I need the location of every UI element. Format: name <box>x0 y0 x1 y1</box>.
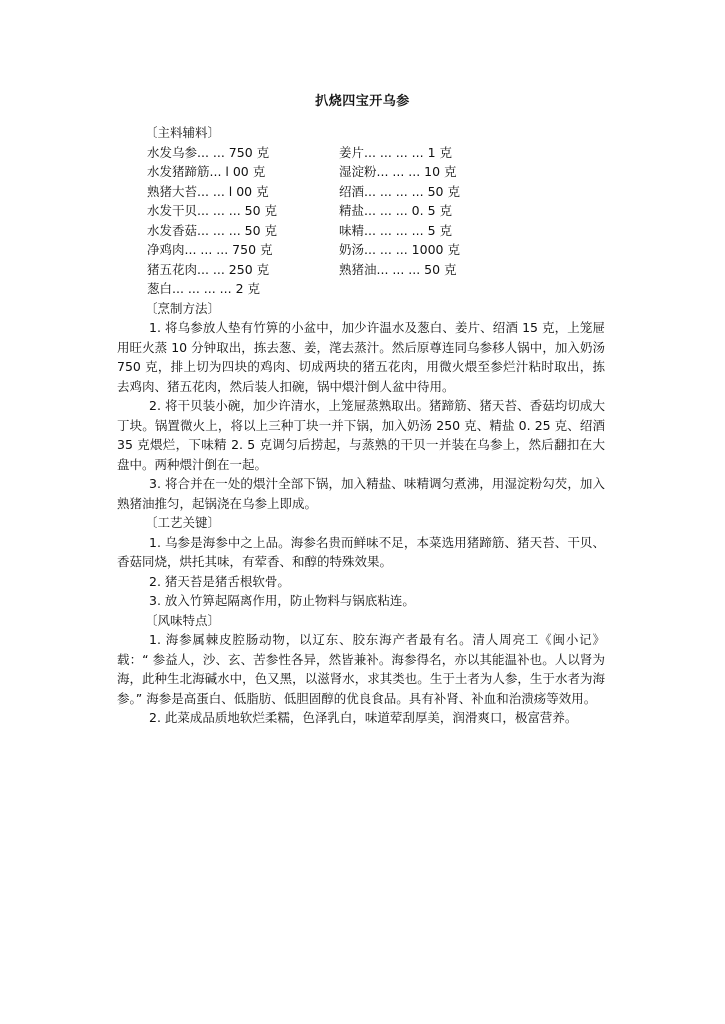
ingredient-item: 熟猪大苔... ... l 00 克 <box>147 183 269 199</box>
ingredient-item: 熟猪油... ... ... 50 克 <box>339 261 457 277</box>
ingredient-item: 水发乌参... ... 750 克 <box>147 144 270 160</box>
method-paragraph: 2. 将干贝装小碗，加少许清水，上笼屉蒸熟取出。猪蹄筋、猪天苔、香菇均切成大丁块。锅置微火上，将以上三种丁块一并下锅，加入奶汤 250 克、精盐 0. 25 克、绍酒 35 克煨烂，下味精 2. 5 克调匀后捞起，与蒸熟的干贝一并装在乌参上，然后翻扣在大盘中。两种煨汁倒在一起。 <box>117 398 605 472</box>
keys-paragraph: 1. 乌参是海参中之上品。海参名贵而鲜味不足，本菜选用猪蹄筋、猪天苔、干贝、香菇同烧，烘托其味，有荤香、和醇的特殊效果。 <box>117 534 605 569</box>
ingredient-item: 净鸡肉... ... ... 750 克 <box>147 242 273 257</box>
ingredient-item: 水发干贝... ... ... 50 克 <box>147 203 278 218</box>
ingredient-item: 水发香菇... ... ... 50 克 <box>147 222 278 238</box>
keys-paragraph: 2. 猪天苔是猪舌根软骨。 <box>149 573 290 589</box>
ingredient-item: 精盐... ... ... 0. 5 克 <box>339 203 453 218</box>
ingredient-item: 葱白... ... ... ... 2 克 <box>147 281 261 296</box>
section-ingredients-heading: 〔主料辅料〕 <box>145 125 221 140</box>
recipe-title: 扒烧四宝开乌参 <box>315 94 410 109</box>
ingredient-item: 姜片... ... ... ... 1 克 <box>339 144 453 160</box>
ingredient-item: 湿淀粉... ... ... 10 克 <box>339 164 457 179</box>
ingredient-item: 绍酒... ... ... ... 50 克 <box>339 183 460 199</box>
ingredient-item: 奶汤... ... ... 1000 克 <box>339 242 460 257</box>
ingredient-item: 猪五花肉... ... 250 克 <box>147 261 270 277</box>
flavor-paragraph: 2. 此菜成品质地软烂柔糯，色泽乳白，味道荤刮厚美，润滑爽口，极富营养。 <box>149 710 578 725</box>
method-paragraph: 3. 将合并在一处的煨汁全部下锅，加入精盐、味精调匀煮沸，用湿淀粉勾芡，加入熟猪油推匀，起锅浇在乌参上即成。 <box>117 476 605 511</box>
keys-paragraph: 3. 放入竹箅起隔离作用，防止物料与锅底粘连。 <box>149 593 415 608</box>
recipe-body <box>117 123 605 728</box>
flavor-paragraph: 1. 海参属棘皮腔肠动物，以辽东、胶东海产者最有名。清人周亮工《闽小记》载：“ 参益人，沙、玄、苦参性各异，然皆兼补。海参得名，亦以其能温补也。人以肾为海，此种生北海碱水中，色又黑，以滋肾水，求其类也。生于土者为人参，生于水者为海参。” 海参是高蛋白、低脂肪、低胆固醇的优良食品。具有补肾、补血和治溃疡等效用。 <box>117 632 605 706</box>
ingredient-item: 味精... ... ... ... 5 克 <box>339 222 453 238</box>
ingredient-item: 水发猪蹄筋... l 00 克 <box>147 164 266 179</box>
section-flavor-heading: 〔风味特点〕 <box>145 612 221 628</box>
section-keys-heading: 〔工艺关键〕 <box>145 515 221 530</box>
ingredients-list <box>117 143 605 299</box>
method-paragraph: 1. 将乌参放人垫有竹箅的小盆中，加少许温水及葱白、姜片、绍酒 15 克，上笼屉用旺火蒸 10 分钟取出，拣去葱、姜，滗去蒸汁。然后原尊连同乌参移人锅中，加入奶汤 750 克，排上切为四块的鸡肉、切成两块的猪五花肉，用微火煨至参烂汁粘时取出，拣去鸡肉、猪五花肉，然后装人扣碗，锅中煨汁倒人盆中待用。 <box>117 320 605 394</box>
section-method-heading: 〔烹制方法〕 <box>145 300 221 316</box>
